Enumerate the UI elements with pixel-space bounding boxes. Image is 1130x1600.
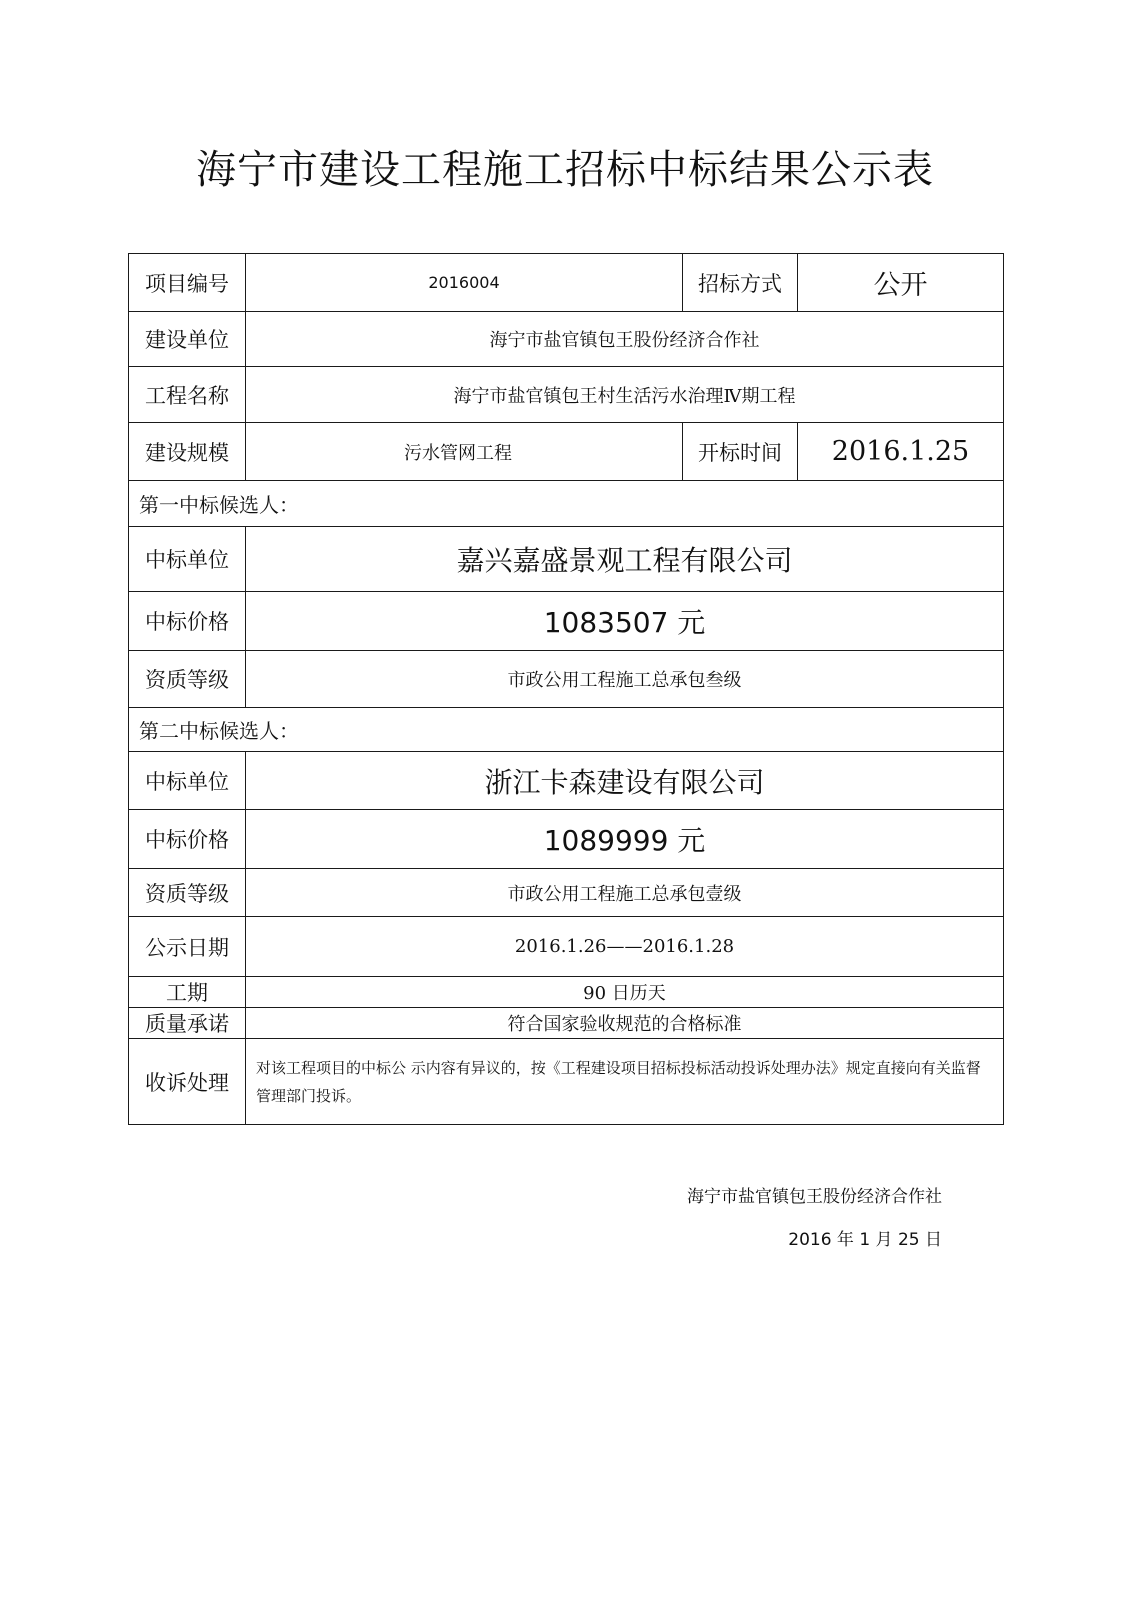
scale-label: 建设规模 [129, 423, 246, 481]
row-second-qual [129, 869, 1004, 917]
second-candidate-heading: 第二中标候选人： [129, 708, 1004, 752]
second-unit-label: 中标单位 [129, 752, 246, 810]
row-first-qual [129, 651, 1004, 708]
open-time-value: 2016.1.25 [798, 423, 1004, 481]
project-name-value: 海宁市盐官镇包王村生活污水治理Ⅳ期工程 [246, 367, 1004, 423]
first-qual-value: 市政公用工程施工总承包叁级 [246, 651, 1004, 708]
bid-method-value: 公开 [798, 254, 1004, 312]
project-no-label: 项目编号 [129, 254, 246, 312]
row-first-unit [129, 527, 1004, 592]
complaint-label: 收诉处理 [129, 1039, 246, 1125]
second-price-value: 1089999 元 [246, 810, 1004, 869]
scale-value: 污水管网工程 [246, 423, 683, 481]
open-time-label: 开标时间 [683, 423, 798, 481]
first-unit-value: 嘉兴嘉盛景观工程有限公司 [246, 527, 1004, 592]
row-second-candidate-heading [129, 708, 1004, 752]
second-price-label: 中标价格 [129, 810, 246, 869]
first-unit-label: 中标单位 [129, 527, 246, 592]
second-qual-value: 市政公用工程施工总承包壹级 [246, 869, 1004, 917]
row-first-price [129, 592, 1004, 651]
duration-value: 90 日历天 [246, 977, 1004, 1008]
row-project-name [129, 367, 1004, 423]
notice-date-label: 公示日期 [129, 917, 246, 977]
complaint-value: 对该工程项目的中标公 示内容有异议的，按《工程建设项目招标投标活动投诉处理办法》规定直接向有关监督管理部门投诉。 [246, 1039, 1004, 1125]
bid-method-label: 招标方式 [683, 254, 798, 312]
first-qual-label: 资质等级 [129, 651, 246, 708]
page-title: 海宁市建设工程施工招标中标结果公示表 [196, 147, 934, 193]
quality-label: 质量承诺 [129, 1008, 246, 1039]
row-builder [129, 312, 1004, 367]
row-second-price [129, 810, 1004, 869]
first-price-label: 中标价格 [129, 592, 246, 651]
quality-value: 符合国家验收规范的合格标准 [246, 1008, 1004, 1039]
notice-date-value: 2016.1.26——2016.1.28 [246, 917, 1004, 977]
result-table [128, 253, 1004, 1125]
footer-organization: 海宁市盐官镇包王股份经济合作社 [687, 1187, 942, 1207]
project-name-label: 工程名称 [129, 367, 246, 423]
row-complaint [129, 1039, 1004, 1125]
first-candidate-heading: 第一中标候选人： [129, 481, 1004, 527]
duration-label: 工期 [129, 977, 246, 1008]
project-no-value: 2016004 [246, 254, 683, 312]
row-quality [129, 1008, 1004, 1039]
row-scale [129, 423, 1004, 481]
row-first-candidate-heading [129, 481, 1004, 527]
row-second-unit [129, 752, 1004, 810]
first-price-value: 1083507 元 [246, 592, 1004, 651]
row-project-no [129, 254, 1004, 312]
row-duration [129, 977, 1004, 1008]
second-qual-label: 资质等级 [129, 869, 246, 917]
second-unit-value: 浙江卡森建设有限公司 [246, 752, 1004, 810]
row-notice-date [129, 917, 1004, 977]
footer-date: 2016 年 1 月 25 日 [788, 1230, 942, 1250]
builder-value: 海宁市盐官镇包王股份经济合作社 [246, 312, 1004, 367]
builder-label: 建设单位 [129, 312, 246, 367]
